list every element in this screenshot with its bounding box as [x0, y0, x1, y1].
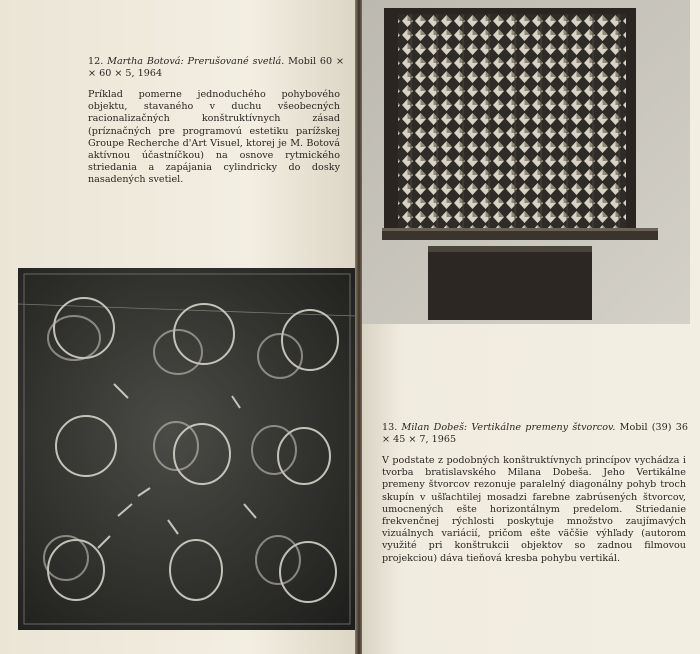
photo-vertical-squares-graphic	[362, 0, 690, 324]
caption-12-details: Mobil 60 × × 60 × 5, 1964	[88, 56, 344, 80]
caption-13	[382, 422, 688, 446]
photo-mobile-lights-graphic	[18, 268, 356, 630]
caption-12-title: Martha Botová: Prerušované svetlá.	[107, 56, 285, 67]
photo-mobile-lights	[18, 268, 356, 630]
caption-13-details: Mobil (39) 36 × 45 × 7, 1965	[382, 422, 688, 446]
caption-12-number: 12.	[88, 56, 104, 67]
description-12-text: Príklad pomerne jednoduchého pohybového objektu, stavaného v duchu všeobecných racionalizačných konštruktívnych zásad (príznačných pre programovú estetiku parížskej Groupe Recherche d'Art Visuel, ktorej je M. Botová aktívnou účastníčkou) na osnove rytmického striedania a zapájania cylindricky do dosky nasadených svetiel.	[88, 89, 340, 186]
caption-12	[88, 56, 344, 80]
description-12	[88, 89, 340, 187]
caption-13-title: Milan Dobeš: Vertikálne premeny štvorcov.	[401, 422, 616, 433]
description-13-text: V podstate z podobných konštruktívnych princípov vychádza i tvorba bratislavského Milana Dobeša. Jeho Vertikálne premeny štvorcov rezonuje paralelný diagonálny pohyb troch skupín v ušľachtilej mosadzi farebne zabrúsených štvorcov, umocnených ešte horizontálnym predelom. Striedanie frekvenčnej rýchlosti poskytuje množstvo zaujímavých vizuálnych variácií, pričom ešte väčšie výhľady (autorom využité pri konštrukcii objektov so zadnou filmovou projekciou) dáva tieňová kresba pohybu vertikál.	[382, 455, 686, 564]
caption-13-number: 13.	[382, 422, 398, 433]
right-page	[362, 0, 700, 654]
description-13	[382, 455, 686, 565]
photo-vertical-squares	[362, 0, 690, 324]
